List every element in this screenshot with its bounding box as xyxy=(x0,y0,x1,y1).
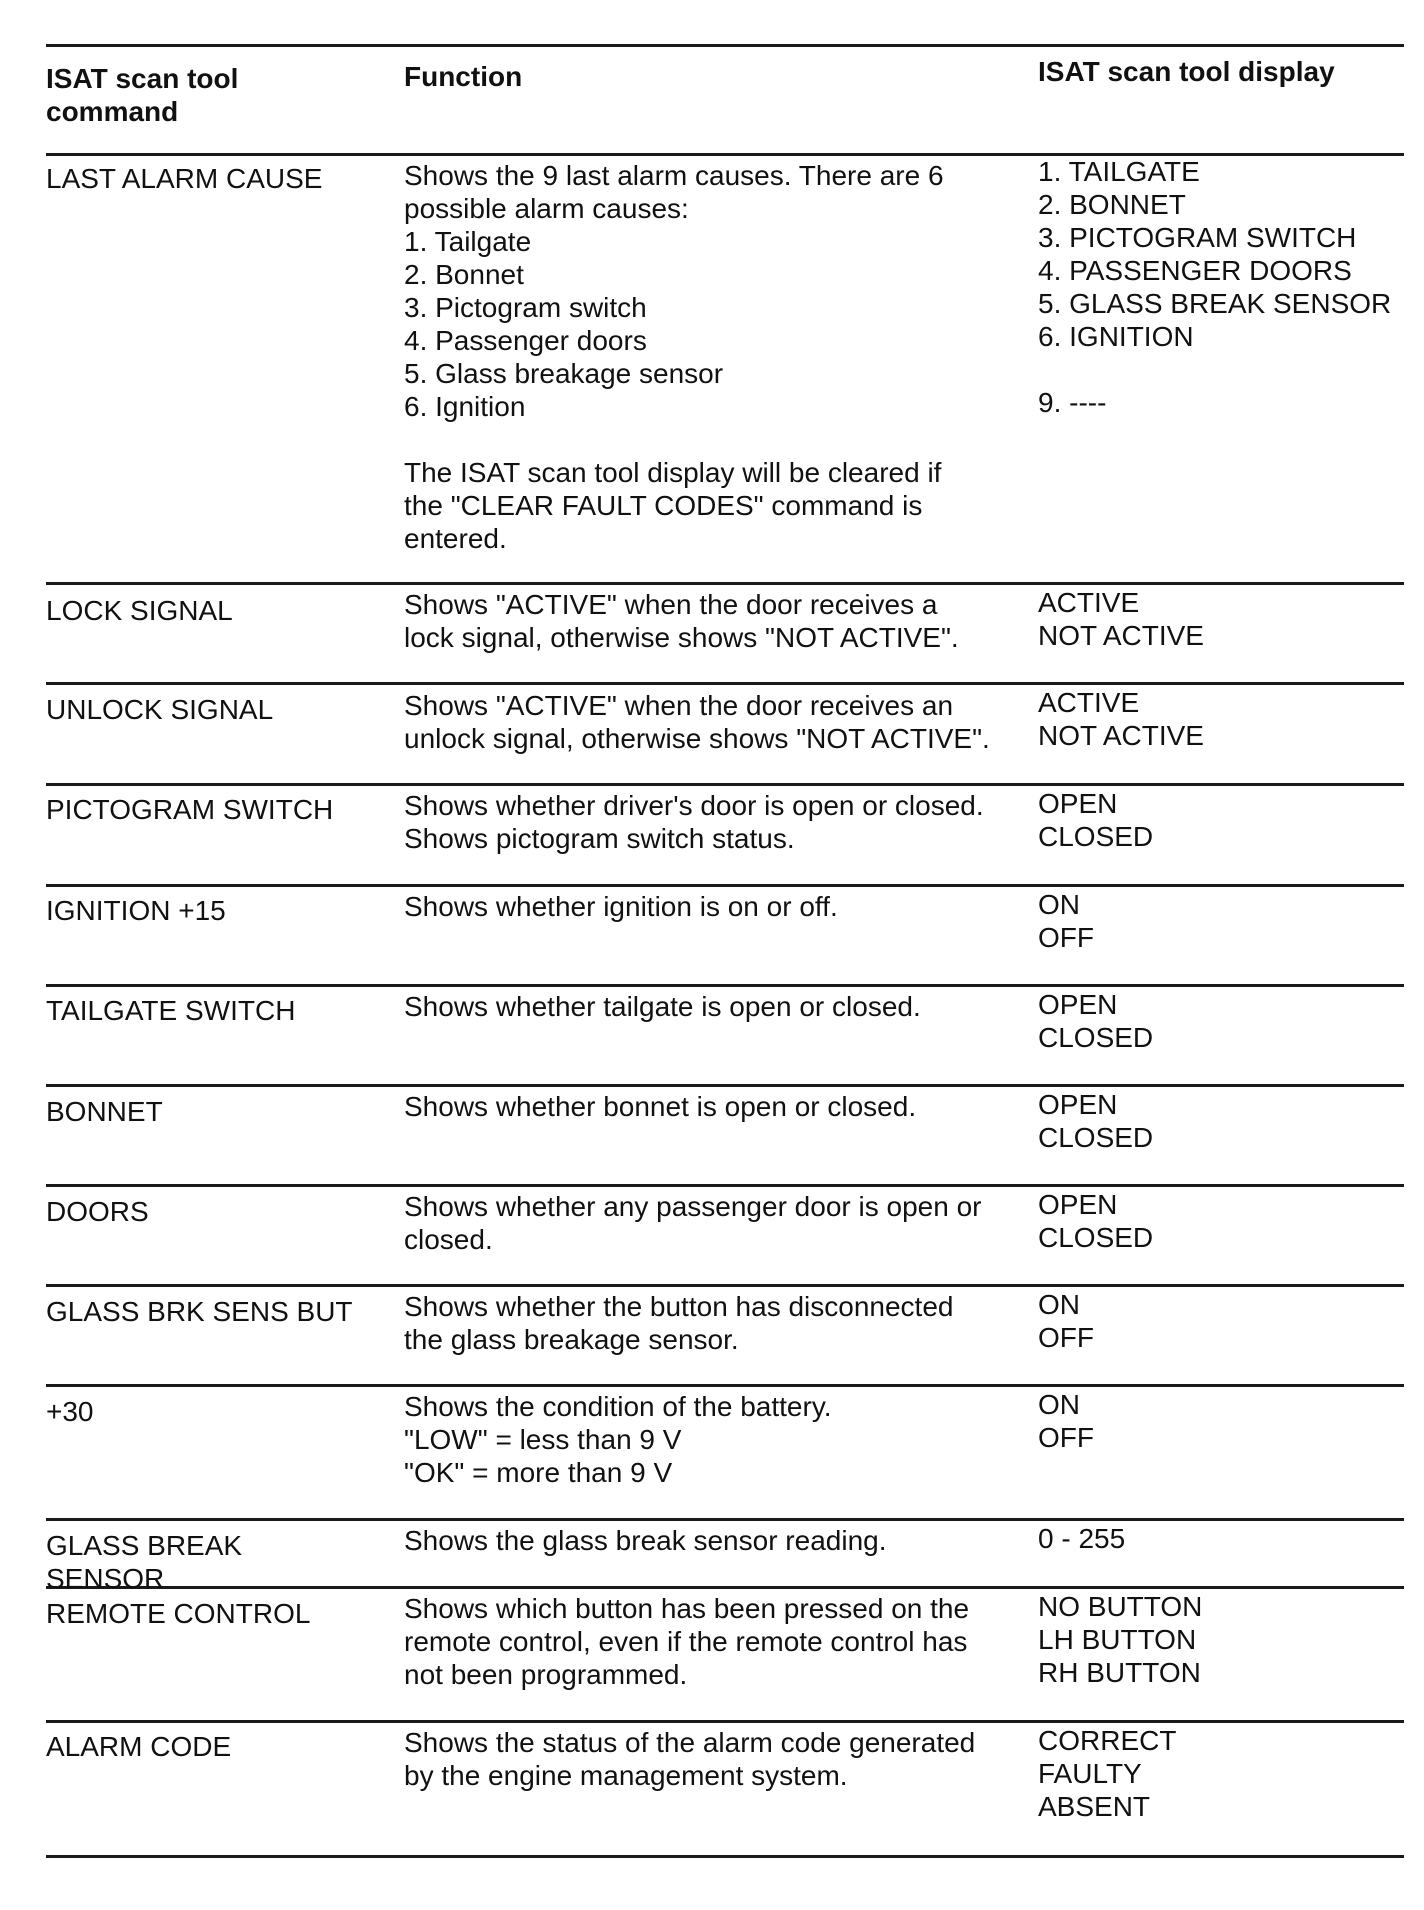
row-function: Shows "ACTIVE" when the door receives a lock signal, otherwise shows "NOT ACTIVE". xyxy=(404,589,959,653)
row-function: Shows the condition of the battery. "LOW" = less than 9 V "OK" = more than 9 V xyxy=(404,1391,832,1488)
row-function: Shows the 9 last alarm causes. There are 6 possible alarm causes: 1. Tailgate 2. Bonnet 3. Pictogram switch 4. Passenger doors 5. Glass breakage sensor 6. Ignition The ISAT scan tool display will be cleared if the "CLEAR FAULT CODES" command is entered. xyxy=(404,160,944,554)
row-command: LOCK SIGNAL xyxy=(46,595,233,626)
row-display: ON OFF xyxy=(1038,1389,1094,1453)
table-rule xyxy=(46,44,1404,47)
column-header-display: ISAT scan tool display xyxy=(1038,56,1335,87)
row-display: OPEN CLOSED xyxy=(1038,989,1154,1053)
row-display: ACTIVE NOT ACTIVE xyxy=(1038,687,1204,751)
table-rule xyxy=(46,1284,1404,1287)
row-display: ON OFF xyxy=(1038,1289,1094,1353)
row-function: Shows whether bonnet is open or closed. xyxy=(404,1091,917,1122)
table-rule xyxy=(46,582,1404,585)
row-function: Shows whether tailgate is open or closed. xyxy=(404,991,921,1022)
row-display: OPEN CLOSED xyxy=(1038,788,1154,852)
row-command: IGNITION +15 xyxy=(46,895,226,926)
table-rule xyxy=(46,1720,1404,1723)
column-header-command: ISAT scan tool command xyxy=(46,63,239,127)
row-display: ACTIVE NOT ACTIVE xyxy=(1038,587,1204,651)
row-function: Shows which button has been pressed on the remote control, even if the remote control has not been programmed. xyxy=(404,1593,970,1690)
row-command: UNLOCK SIGNAL xyxy=(46,694,274,725)
table-rule xyxy=(46,884,1404,887)
table-rule xyxy=(46,682,1404,685)
row-command: DOORS xyxy=(46,1196,149,1227)
table-rule xyxy=(46,984,1404,987)
row-command: +30 xyxy=(46,1396,94,1427)
row-function: Shows "ACTIVE" when the door receives an unlock signal, otherwise shows "NOT ACTIVE". xyxy=(404,690,990,754)
row-command: ALARM CODE xyxy=(46,1731,232,1762)
row-function: Shows whether the button has disconnected the glass breakage sensor. xyxy=(404,1291,954,1355)
table-rule xyxy=(46,1384,1404,1387)
row-function: Shows the status of the alarm code generated by the engine management system. xyxy=(404,1727,976,1791)
row-function: Shows the glass break sensor reading. xyxy=(404,1525,887,1556)
row-function: Shows whether any passenger door is open or closed. xyxy=(404,1191,982,1255)
row-function: Shows whether ignition is on or off. xyxy=(404,891,838,922)
row-command: PICTOGRAM SWITCH xyxy=(46,794,334,825)
row-display: OPEN CLOSED xyxy=(1038,1089,1154,1153)
row-display: CORRECT FAULTY ABSENT xyxy=(1038,1725,1177,1822)
table-rule xyxy=(46,1518,1404,1521)
row-display: NO BUTTON LH BUTTON RH BUTTON xyxy=(1038,1591,1203,1688)
column-header-function: Function xyxy=(404,61,523,92)
row-command: LAST ALARM CAUSE xyxy=(46,163,323,194)
row-function: Shows whether driver's door is open or closed. Shows pictogram switch status. xyxy=(404,790,984,854)
table-rule xyxy=(46,1855,1404,1858)
row-command: GLASS BREAK SENSOR xyxy=(46,1530,243,1594)
table-rule xyxy=(46,783,1404,786)
row-command: TAILGATE SWITCH xyxy=(46,995,296,1026)
row-display: ON OFF xyxy=(1038,889,1094,953)
table-rule xyxy=(46,1084,1404,1087)
row-command: REMOTE CONTROL xyxy=(46,1598,311,1629)
row-command: BONNET xyxy=(46,1096,163,1127)
row-display: 0 - 255 xyxy=(1038,1523,1126,1554)
table-rule xyxy=(46,1184,1404,1187)
row-display: OPEN CLOSED xyxy=(1038,1189,1154,1253)
row-command: GLASS BRK SENS BUT xyxy=(46,1296,353,1327)
row-display: 1. TAILGATE 2. BONNET 3. PICTOGRAM SWITCH 4. PASSENGER DOORS 5. GLASS BREAK SENSOR 6. IGNITION 9. ---- xyxy=(1038,156,1392,418)
